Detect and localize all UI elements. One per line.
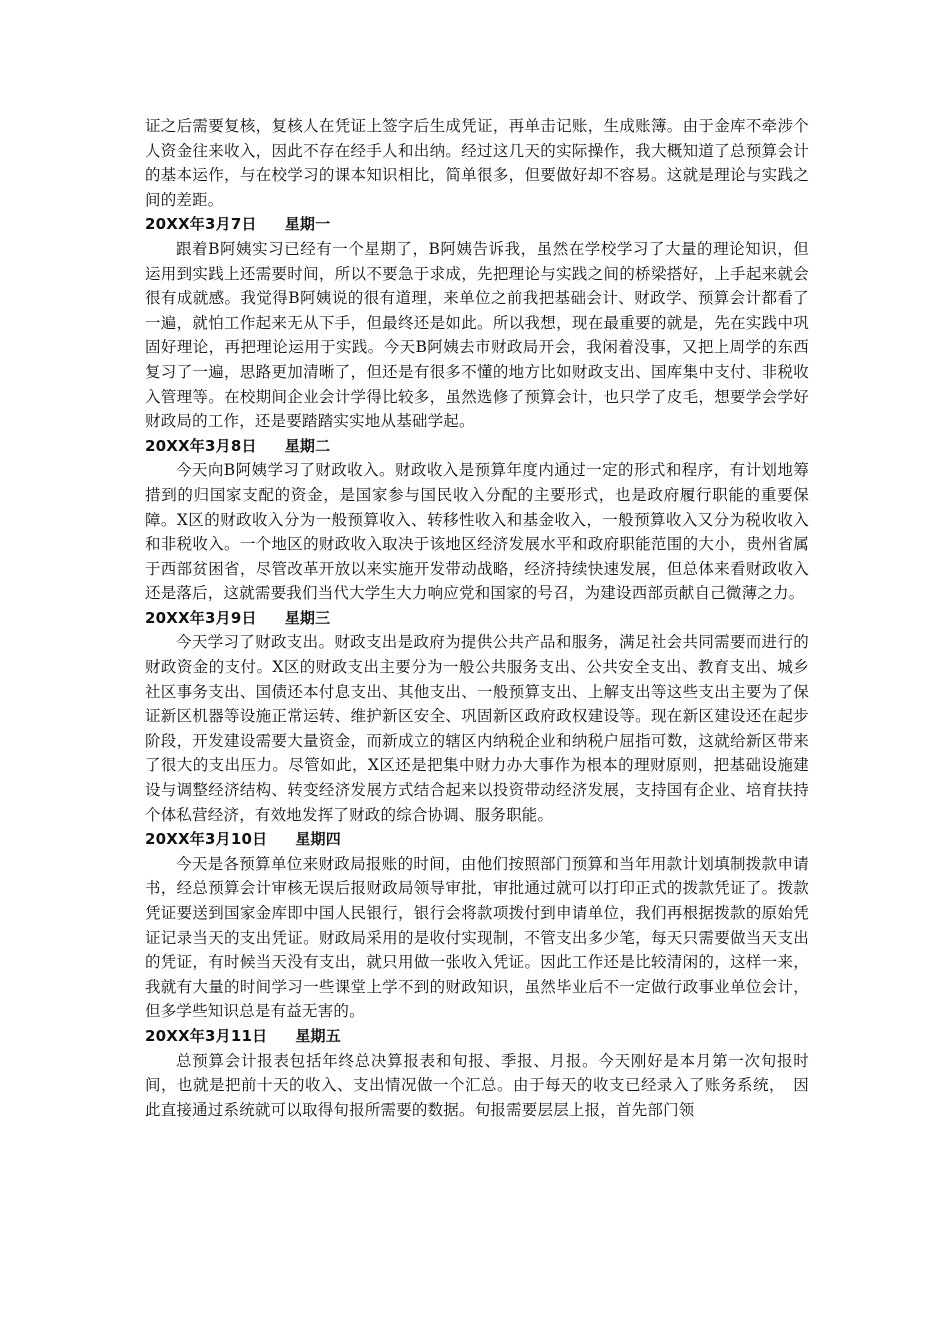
entry-date: 20XX年3月9日	[145, 608, 257, 627]
opening-paragraph: 证之后需要复核，复核人在凭证上签字后生成凭证，再单击记账，生成账簿。由于金库不牵涉个人资金往来收入，因此不存在经手人和出纳。经过这几天的实际操作，我大概知道了总预算会计的基本运作，与在校学习的课本知识相比，简单很多，但要做好却不容易。这就是理论与实践之间的差距。	[145, 117, 809, 209]
entry-heading-4	[145, 1024, 809, 1049]
entry-paragraph-1: 今天向B阿姨学习了财政收入。财政收入是预算年度内通过一定的形式和程序，有计划地筹措到的归国家支配的资金，是国家参与国民收入分配的主要形式，也是政府履行职能的重要保障。X区的财政收入分为一般预算收入、转移性收入和基金收入，一般预算收入又分为税收收入和非税收入。一个地区的财政收入取决于该地区经济发展水平和政府职能范围的大小，贵州省属于西部贫困省，尽管改革开放以来实施开发带动战略，经济持续快速发展，但总体来看财政收入还是落后，这就需要我们当代大学生大力响应党和国家的号召，为建设西部贡献自己微薄之力。	[145, 461, 809, 603]
entry-date: 20XX年3月10日	[145, 830, 268, 849]
entry-weekday: 星期三	[284, 608, 331, 627]
entry-weekday: 星期五	[295, 1026, 341, 1045]
entry-weekday: 星期一	[284, 215, 331, 234]
entry-weekday: 星期四	[295, 830, 341, 849]
entry-weekday: 星期二	[284, 436, 331, 455]
entry-paragraph-0: 跟着B阿姨实习已经有一个星期了，B阿姨告诉我，虽然在学校学习了大量的理论知识，但运用到实践上还需要时间，所以不要急于求成，先把理论与实践之间的桥梁搭好，上手起来就会很有成就感。我觉得B阿姨说的很有道理，来单位之前我把基础会计、财政学、预算会计都看了一遍，就怕工作起来无从下手，但最终还是如此。所以我想，现在最重要的就是，先在实践中巩固好理论，再把理论运用于实践。今天B阿姨去市财政局开会，我闲着没事，又把上周学的东西复习了一遍，思路更加清晰了，但还是有很多不懂的地方比如财政支出、国库集中支付、非税收入管理等。在校期间企业会计学得比较多，虽然选修了预算会计，也只学了皮毛，想要学会学好财政局的工作，还是要踏踏实实地从基础学起。	[145, 239, 809, 431]
entry-date: 20XX年3月8日	[145, 436, 257, 455]
entry-heading-1	[145, 434, 809, 459]
entry-heading-0	[145, 212, 809, 237]
entry-heading-2	[145, 606, 809, 631]
entry-paragraph-3: 今天是各预算单位来财政局报账的时间，由他们按照部门预算和当年用款计划填制拨款申请书，经总预算会计审核无误后报财政局领导审批，审批通过就可以打印正式的拨款凭证了。拨款凭证要送到国家金库即中国人民银行，银行会将款项拨付到申请单位，我们再根据拨款的原始凭证记录当天的支出凭证。财政局采用的是收付实现制，不管支出多少笔，每天只需要做当天支出的凭证，有时候当天没有支出，就只用做一张收入凭证。因此工作还是比较清闲的，这样一来，我就有大量的时间学习一些课堂上学不到的财政知识，虽然毕业后不一定做行政事业单位会计，但多学些知识总是有益无害的。	[145, 854, 809, 1021]
entry-heading-3	[145, 827, 809, 852]
document-body	[145, 114, 809, 1122]
entry-date: 20XX年3月11日	[145, 1026, 268, 1045]
entry-paragraph-4: 总预算会计报表包括年终总决算报表和旬报、季报、月报。今天刚好是本月第一次旬报时间，也就是把前十天的收入、支出情况做一个汇总。由于每天的收支已经录入了账务系统， 因此直接通过系统就可以取得旬报所需要的数据。旬报需要层层上报，首先部门领	[145, 1051, 809, 1119]
entry-paragraph-2: 今天学习了财政支出。财政支出是政府为提供公共产品和服务，满足社会共同需要而进行的财政资金的支付。X区的财政支出主要分为一般公共服务支出、公共安全支出、教育支出、城乡社区事务支出、国债还本付息支出、其他支出、一般预算支出、上解支出等这些支出主要为了保证新区机器等设施正常运转、维护新区安全、巩固新区政府政权建设等。现在新区建设还在起步阶段，开发建设需要大量资金，而新成立的辖区内纳税企业和纳税户屈指可数，这就给新区带来了很大的支出压力。尽管如此，X区还是把集中财力办大事作为根本的理财原则，把基础设施建设与调整经济结构、转变经济发展方式结合起来以投资带动经济发展，支持国有企业、培育扶持个体私营经济，有效地发挥了财政的综合协调、服务职能。	[145, 633, 809, 824]
entry-date: 20XX年3月7日	[145, 215, 257, 234]
